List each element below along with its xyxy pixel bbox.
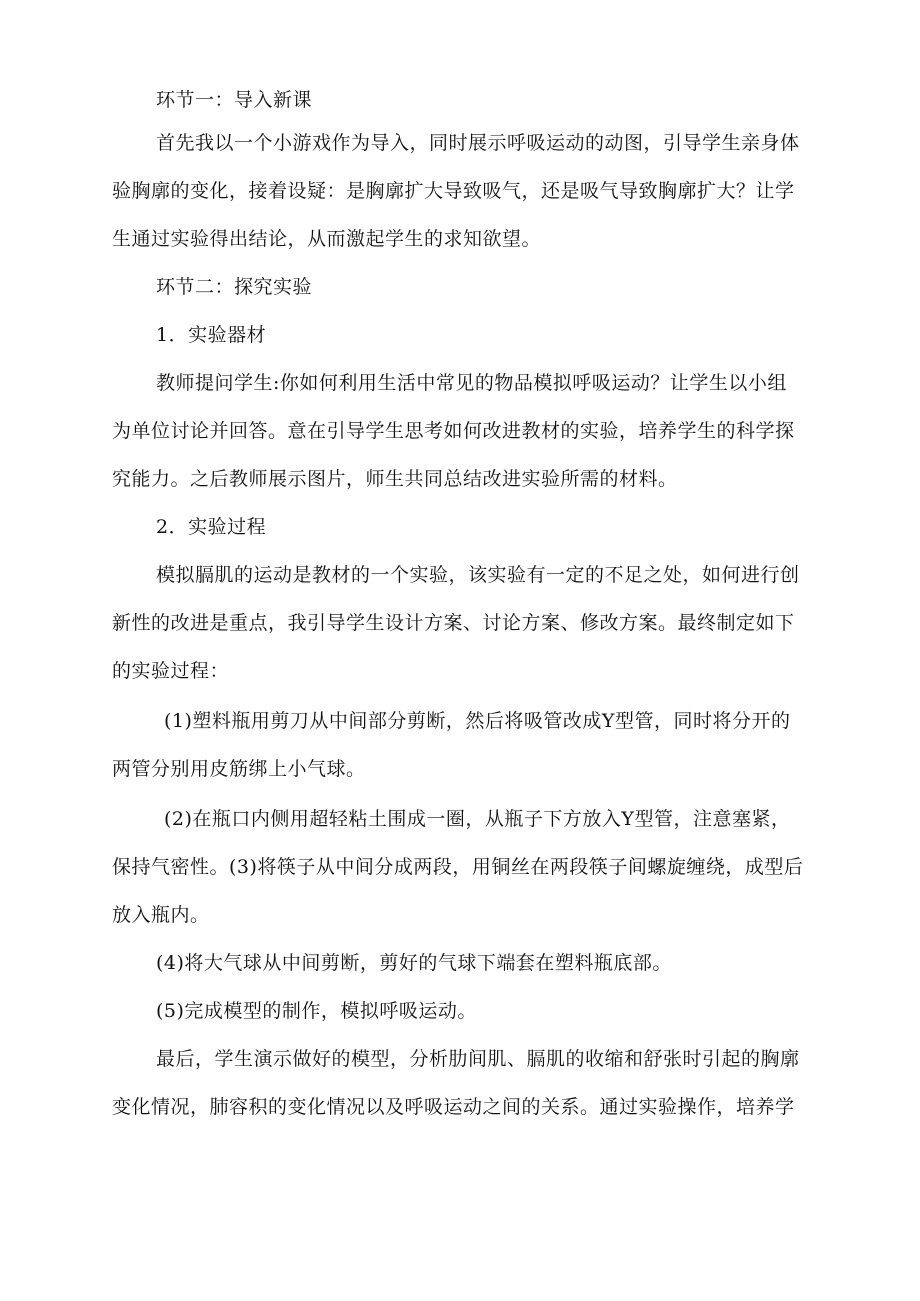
conclusion-line: 最后，学生演示做好的模型，分析肋间肌、膈肌的收缩和舒张时引起的胸廓: [156, 1048, 800, 1070]
sub2-paragraph-line: 的实验过程：: [112, 660, 230, 682]
section1-paragraph-line: 首先我以一个小游戏作为导入，同时展示呼吸运动的动图，引导学生亲身体: [156, 132, 800, 154]
section1-paragraph-line: 生通过实验得出结论，从而激起学生的求知欲望。: [112, 228, 542, 250]
step1-line: (1)塑料瓶用剪刀从中间部分剪断，然后将吸管改成Y型管，同时将分开的: [164, 710, 791, 732]
step1-line: 两管分别用皮筋绑上小气球。: [112, 758, 366, 780]
section1-heading: 环节一：导入新课: [156, 89, 313, 111]
sub1-paragraph-line: 究能力。之后教师展示图片，师生共同总结改进实验所需的材料。: [112, 468, 678, 490]
sub2-paragraph-line: 模拟膈肌的运动是教材的一个实验，该实验有一定的不足之处，如何进行创: [156, 564, 800, 586]
sub2-paragraph-line: 新性的改进是重点，我引导学生设计方案、讨论方案、修改方案。最终制定如下: [112, 612, 795, 634]
step2-line: (2)在瓶口内侧用超轻粘土围成一圈，从瓶子下方放入Y型管，注意塞紧，: [164, 808, 791, 830]
step2-line: 放入瓶内。: [112, 904, 210, 926]
sub1-heading: 1．实验器材: [156, 324, 267, 346]
sub2-heading: 2．实验过程: [156, 516, 267, 538]
step2-line: 保持气密性。(3)将筷子从中间分成两段，用铜丝在两段筷子间螺旋缠绕，成型后: [112, 856, 804, 878]
section2-heading: 环节二：探究实验: [156, 276, 313, 298]
sub1-paragraph-line: 为单位讨论并回答。意在引导学生思考如何改进教材的实验，培养学生的科学探: [112, 420, 795, 442]
section1-paragraph-line: 验胸廓的变化，接着设疑：是胸廓扩大导致吸气，还是吸气导致胸廓扩大？让学: [112, 180, 795, 202]
sub1-paragraph-line: 教师提问学生:你如何利用生活中常见的物品模拟呼吸运动？让学生以小组: [156, 372, 787, 394]
conclusion-line: 变化情况，肺容积的变化情况以及呼吸运动之间的关系。通过实验操作，培养学: [112, 1096, 795, 1118]
step4-line: (4)将大气球从中间剪断，剪好的气球下端套在塑料瓶底部。: [156, 952, 672, 974]
step5-line: (5)完成模型的制作，模拟呼吸运动。: [156, 1000, 477, 1022]
